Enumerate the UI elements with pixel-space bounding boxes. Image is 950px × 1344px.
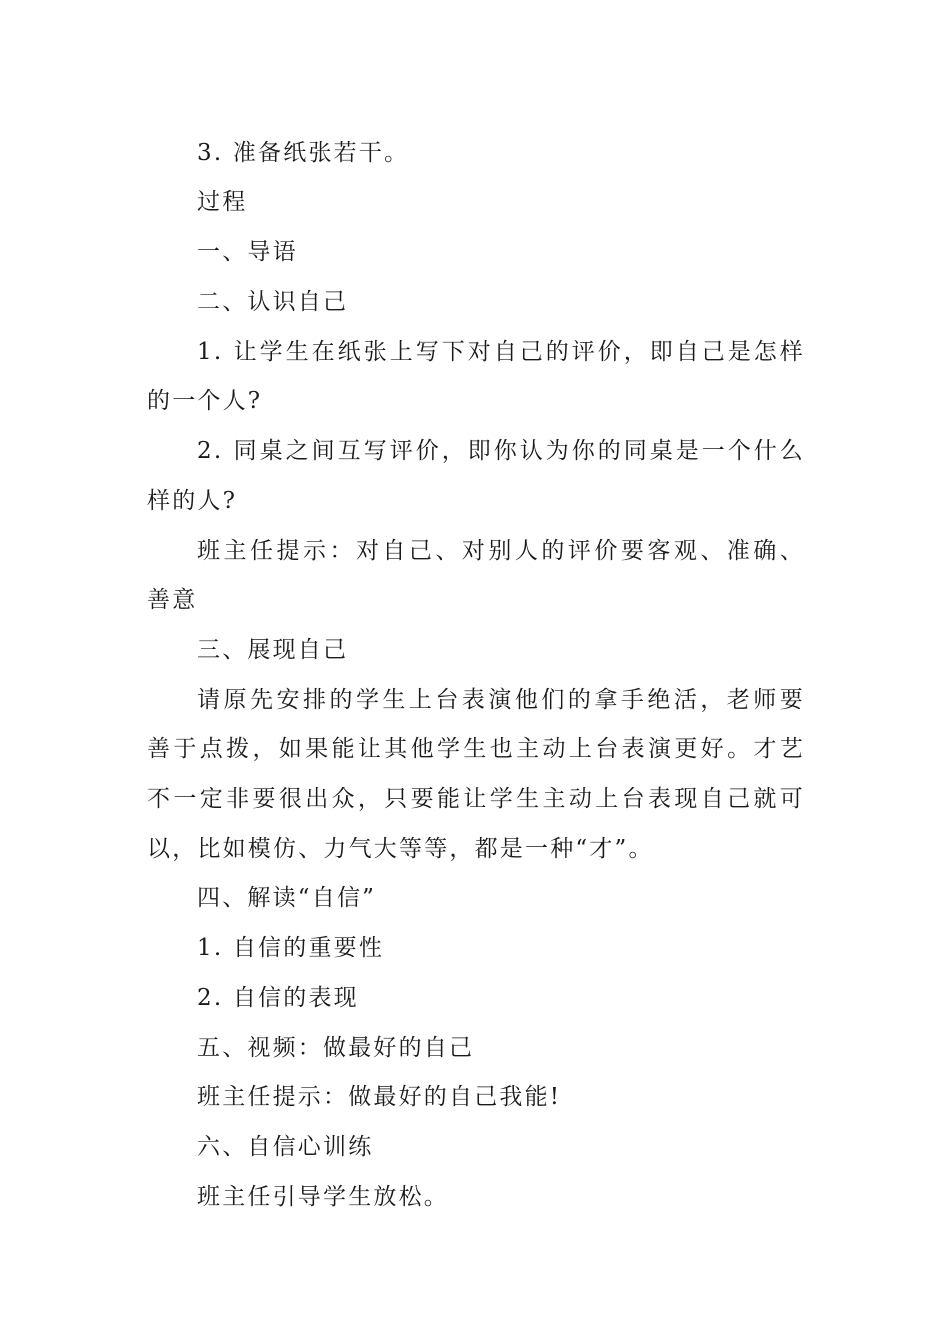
- text-line: 1. 自信的重要性: [197, 935, 385, 961]
- section-heading: 四、解读“自信”: [197, 885, 377, 911]
- text-line: 班主任引导学生放松。: [197, 1184, 449, 1210]
- text-line: 班主任提示：做最好的自己我能!: [197, 1084, 562, 1110]
- text-line: 的一个人?: [147, 388, 263, 414]
- text-line: 班主任提示：对自己、对别人的评价要客观、准确、: [197, 538, 805, 564]
- text-line: 样的人?: [147, 488, 238, 514]
- text-line: 以，比如模仿、力气大等等，都是一种“才”。: [147, 836, 654, 862]
- text-line: 2. 自信的表现: [197, 985, 359, 1011]
- text-line: 3. 准备纸张若干。: [197, 140, 410, 166]
- section-heading: 一、导语: [197, 239, 298, 265]
- section-heading: 五、视频：做最好的自己: [197, 1035, 475, 1061]
- section-heading: 三、展现自己: [197, 637, 349, 663]
- text-line: 2. 同桌之间互写评价，即你认为你的同桌是一个什么: [197, 438, 805, 464]
- text-line: 1. 让学生在纸张上写下对自己的评价，即自己是怎样: [197, 339, 805, 365]
- section-heading: 过程: [197, 189, 248, 215]
- section-heading: 六、自信心训练: [197, 1134, 374, 1160]
- text-line: 善于点拨，如果能让其他学生也主动上台表演更好。才艺: [147, 736, 805, 762]
- section-heading: 二、认识自己: [197, 289, 349, 315]
- text-line: 请原先安排的学生上台表演他们的拿手绝活，老师要: [197, 687, 805, 713]
- text-line: 善意: [147, 587, 198, 613]
- text-line: 不一定非要很出众，只要能让学生主动上台表现自己就可: [147, 786, 805, 812]
